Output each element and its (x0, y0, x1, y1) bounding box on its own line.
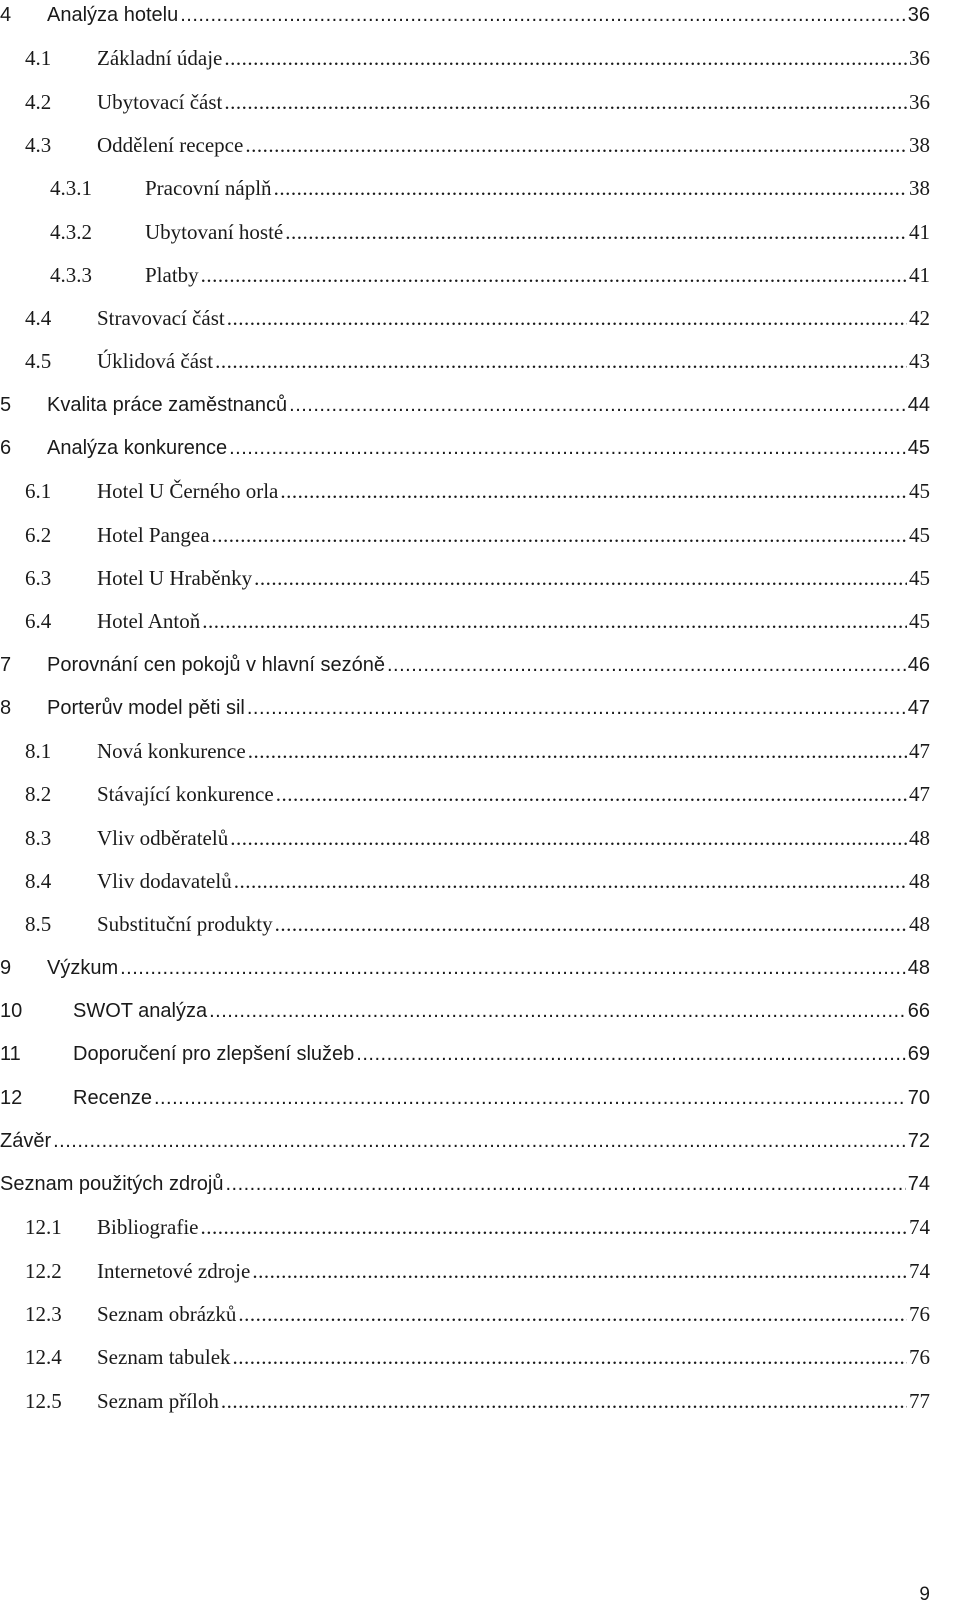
toc-entry-page: 77 (909, 1388, 930, 1413)
toc-entry-page: 36 (909, 46, 930, 71)
toc-leader-dots (245, 130, 907, 160)
toc-entry-title: Seznam příloh (97, 1388, 219, 1413)
toc-entry[interactable] (0, 606, 930, 636)
toc-entry-title: Závěr (0, 1129, 52, 1152)
toc-leader-dots (180, 0, 906, 30)
toc-entry[interactable] (0, 909, 930, 939)
toc-entry-title: Úklidová část (97, 349, 214, 374)
toc-entry[interactable] (0, 476, 930, 506)
toc-leader-dots (247, 693, 906, 723)
toc-entry-title: Ubytovaní hosté (145, 219, 284, 244)
toc-entry-page: 44 (907, 393, 930, 416)
toc-entry-page: 76 (909, 1345, 930, 1370)
toc-entry-page: 45 (909, 565, 930, 590)
toc-entry[interactable] (0, 996, 930, 1026)
toc-entry-number: 8 (0, 696, 12, 719)
toc-entry-page: 70 (907, 1086, 930, 1109)
toc-entry-title: Základní údaje (97, 46, 223, 71)
toc-entry-title: Seznam použitých zdrojů (0, 1173, 224, 1196)
toc-leader-dots (274, 173, 907, 203)
toc-leader-dots (275, 909, 907, 939)
toc-entry-number: 4.5 (25, 349, 52, 374)
toc-entry-number: 7 (0, 653, 12, 676)
toc-entry-title: Pracovní náplň (145, 176, 272, 201)
toc-entry[interactable] (0, 1299, 930, 1329)
toc-leader-dots (289, 390, 906, 420)
toc-entry-title: Internetové zdroje (97, 1258, 251, 1283)
toc-leader-dots (200, 1212, 907, 1242)
toc-leader-dots (212, 520, 907, 550)
toc-entry[interactable] (0, 823, 930, 853)
toc-leader-dots (254, 563, 907, 593)
toc-entry-title: Hotel U Hraběnky (97, 565, 253, 590)
toc-entry-page: 74 (907, 1173, 930, 1196)
toc-entry-page: 41 (909, 262, 930, 287)
toc-entry-page: 47 (907, 696, 930, 719)
toc-entry-title: Doporučení pro zlepšení služeb (73, 1043, 355, 1066)
toc-entry-title: Seznam obrázků (97, 1302, 237, 1326)
toc-entry-title: Vliv odběratelů (97, 825, 229, 850)
toc-entry[interactable] (0, 173, 930, 203)
toc-leader-dots (285, 217, 907, 247)
toc-entry-number: 4.3 (25, 132, 52, 157)
toc-entry-number: 6.3 (25, 565, 52, 590)
toc-leader-dots (387, 650, 906, 680)
toc-entry-title: SWOT analýza (73, 999, 208, 1022)
toc-entry-number: 5 (0, 393, 12, 416)
toc-leader-dots (233, 1342, 907, 1372)
toc-entry-number: 6.1 (25, 479, 52, 504)
toc-entry[interactable] (0, 43, 930, 73)
toc-entry-title: Stávající konkurence (97, 782, 274, 807)
toc-leader-dots (227, 303, 907, 333)
toc-entry[interactable] (0, 303, 930, 333)
toc-entry[interactable] (0, 866, 930, 896)
toc-entry-page: 36 (907, 4, 930, 26)
toc-entry-page: 74 (909, 1258, 930, 1283)
toc-leader-dots (202, 606, 907, 636)
toc-entry-number: 12.1 (25, 1215, 62, 1240)
page-number: 9 (919, 1584, 930, 1605)
toc-entry-number: 12.3 (25, 1302, 62, 1326)
toc-entry-title: Hotel Antoň (97, 609, 201, 634)
toc-entry-page: 45 (907, 437, 930, 459)
toc-entry-page: 41 (909, 219, 930, 244)
toc-entry-title: Nová konkurence (97, 739, 246, 764)
toc-entry-title: Oddělení recepce (97, 132, 244, 157)
toc-leader-dots (276, 779, 907, 809)
toc-entry[interactable] (0, 0, 930, 30)
toc-entry[interactable] (0, 1126, 930, 1156)
toc-entry-title: Substituční produkty (97, 912, 273, 937)
toc-entry[interactable] (0, 1169, 930, 1199)
toc-entry-title: Stravovací část (97, 306, 225, 331)
toc-entry-page: 69 (907, 1043, 930, 1066)
toc-entry-page: 48 (909, 825, 930, 850)
toc-leader-dots (280, 476, 907, 506)
toc-entry-page: 74 (909, 1215, 930, 1240)
toc-entry[interactable] (0, 217, 930, 247)
toc-entry[interactable] (0, 563, 930, 593)
toc-entry-page: 45 (909, 522, 930, 547)
toc-entry-number: 4.4 (25, 306, 52, 331)
toc-leader-dots (53, 1126, 906, 1156)
toc-leader-dots (221, 1386, 907, 1416)
toc-entry-page: 46 (907, 653, 930, 676)
toc-entry-page: 48 (909, 912, 930, 937)
toc-entry-page: 47 (909, 782, 930, 807)
toc-entry-number: 8.4 (25, 869, 52, 893)
toc-entry-number: 4.3.3 (50, 262, 92, 287)
toc-leader-dots (201, 260, 907, 290)
toc-entry[interactable] (0, 433, 930, 463)
toc-entry-number: 12 (0, 1086, 23, 1109)
toc-leader-dots (234, 866, 907, 896)
toc-leader-dots (225, 1169, 905, 1199)
toc-entry-title: Kvalita práce zaměstnanců (47, 393, 288, 416)
toc-entry-title: Vliv dodavatelů (97, 869, 232, 893)
toc-entry-number: 8.5 (25, 912, 52, 937)
toc-entry-title: Analýza hotelu (47, 4, 179, 26)
toc-entry-title: Hotel U Černého orla (97, 479, 279, 504)
toc-entry[interactable] (0, 1256, 930, 1286)
toc-leader-dots (224, 43, 907, 73)
toc-entry-page: 43 (909, 349, 930, 374)
toc-entry-number: 4 (0, 4, 12, 26)
toc-leader-dots (252, 1256, 907, 1286)
toc-leader-dots (224, 87, 907, 117)
toc-entry[interactable] (0, 260, 930, 290)
toc-entry-number: 9 (0, 956, 12, 979)
toc-entry-number: 6 (0, 437, 12, 459)
toc-entry-title: Platby (145, 262, 199, 287)
toc-entry-page: 36 (909, 89, 930, 114)
toc-entry-number: 4.2 (25, 89, 52, 114)
toc-entry-title: Recenze (73, 1086, 152, 1109)
toc-entry-title: Porovnání cen pokojů v hlavní sezóně (47, 653, 385, 676)
toc-entry-title: Analýza konkurence (47, 437, 228, 459)
toc-entry-page: 42 (909, 306, 930, 331)
toc-leader-dots (229, 433, 906, 463)
toc-entry-page: 45 (909, 609, 930, 634)
toc-entry-page: 72 (907, 1129, 930, 1152)
toc-entry-number: 12.2 (25, 1258, 62, 1283)
toc-entry[interactable] (0, 693, 930, 723)
toc-entry[interactable] (0, 390, 930, 420)
toc-entry[interactable] (0, 736, 930, 766)
toc-entry-title: Ubytovací část (97, 89, 223, 114)
toc-entry[interactable] (0, 1039, 930, 1069)
toc-leader-dots (356, 1039, 905, 1069)
toc-leader-dots (215, 346, 907, 376)
toc-leader-dots (120, 953, 906, 983)
toc-entry-number: 6.2 (25, 522, 52, 547)
toc-entry-title: Porterův model pěti sil (47, 696, 245, 719)
toc-entry[interactable] (0, 1386, 930, 1416)
toc-entry[interactable] (0, 779, 930, 809)
toc-entry[interactable] (0, 1083, 930, 1113)
toc-entry-number: 8.3 (25, 825, 52, 850)
toc-entry-page: 48 (907, 956, 930, 979)
toc-entry-page: 76 (909, 1302, 930, 1326)
toc-entry-number: 8.2 (25, 782, 52, 807)
toc-entry-page: 48 (909, 869, 930, 893)
toc-entry[interactable] (0, 650, 930, 680)
toc-entry-number: 12.5 (25, 1388, 62, 1413)
toc-entry-number: 4.3.1 (50, 176, 92, 201)
toc-entry-number: 10 (0, 999, 23, 1022)
toc-entry-number: 12.4 (25, 1345, 62, 1370)
toc-leader-dots (238, 1299, 907, 1329)
toc-entry-number: 8.1 (25, 739, 52, 764)
toc-leader-dots (230, 823, 907, 853)
toc-entry-title: Výzkum (47, 956, 119, 979)
toc-entry-number: 4.1 (25, 46, 52, 71)
toc-entry-page: 66 (907, 999, 930, 1022)
toc-entry-page: 38 (909, 176, 930, 201)
toc-entry-title: Seznam tabulek (97, 1345, 231, 1370)
toc-entry-page: 47 (909, 739, 930, 764)
toc-entry[interactable] (0, 1342, 930, 1372)
toc-entry-page: 45 (909, 479, 930, 504)
toc-entry-page: 38 (909, 132, 930, 157)
toc-entry[interactable] (0, 1212, 930, 1242)
toc-entry[interactable] (0, 87, 930, 117)
toc-leader-dots (154, 1083, 906, 1113)
toc-entry[interactable] (0, 953, 930, 983)
toc-entry[interactable] (0, 520, 930, 550)
toc-entry[interactable] (0, 130, 930, 160)
toc-entry-title: Hotel Pangea (97, 522, 210, 547)
toc-leader-dots (248, 736, 907, 766)
toc-entry[interactable] (0, 346, 930, 376)
toc-leader-dots (209, 996, 906, 1026)
toc-entry-title: Bibliografie (97, 1215, 199, 1240)
toc-entry-number: 11 (0, 1043, 21, 1066)
toc-entry-number: 4.3.2 (50, 219, 92, 244)
toc-entry-number: 6.4 (25, 609, 52, 634)
